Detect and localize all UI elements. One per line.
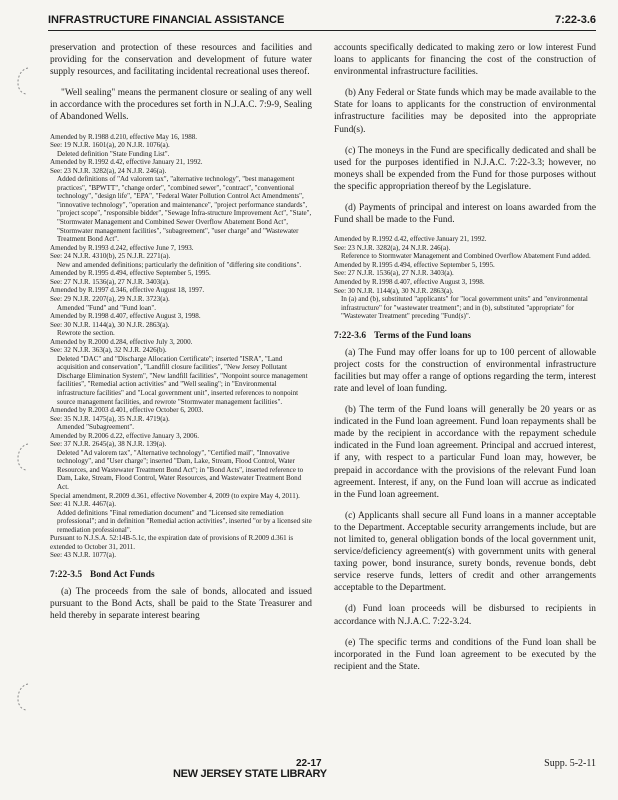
history-line: In (a) and (b), substituted "applicants" for "local government units" and "environmental infrastructure" for "wastewater treatment"; and in (b), substituted "appropriate" for "Wastewater Treatment" preceding "Fund(s)". [341,295,588,321]
running-header [48,14,596,31]
section-title: Terms of the Fund loans [374,330,472,341]
history-notes [50,133,312,560]
history-line: See: 43 N.J.R. 1077(a). [50,551,116,560]
page-footer [0,758,618,782]
paragraph-b: (b) Any Federal or State funds which may be made available to the State for loans to applicants for the construction of environmental infrastructure facilities may be deposited into the appropriate Fund(s). [334,88,596,135]
history-line: See: 23 N.J.R. 3282(a), 24 N.J.R. 246(a). [334,243,451,252]
history-line: Deleted definition "State Funding List". [57,149,170,158]
history-line: See: 19 N.J.R. 1601(a), 20 N.J.R. 1076(a). [50,141,170,150]
left-column [50,42,312,732]
right-column [334,42,596,732]
history-line: See: 30 N.J.R. 1144(a), 30 N.J.R. 2863(a). [50,320,170,329]
history-line: Amended by R.1992 d.42, effective January 21, 1992. [50,158,203,167]
paragraph-well-sealing: "Well sealing" means the permanent closure or sealing of any well in accordance with the procedures set forth in N.J.A.C. 7:9-9, Sealing of Abandoned Wells. [50,88,312,123]
history-line: Amended by R.1992 d.42, effective January 21, 1992. [334,235,487,244]
history-line: Amended by R.1993 d.242, effective June 7, 1993. [50,243,194,252]
paragraph-continued: preservation and protection of these resources and facilities and providing for the conservation and development of future water supply resources, and facilitating incidental recreational uses thereof. [50,43,312,78]
paragraph-d: (d) Payments of principal and interest on loans awarded from the Fund shall be made to the Fund. [334,203,596,226]
history-line: Amended by R.2006 d.22, effective January 3, 2006. [50,431,199,440]
paragraph-c: (c) The moneys in the Fund are specifically dedicated and shall be used for the purposes identified in N.J.A.C. 7:22-3.3; however, no moneys shall be expended from the Fund for those purposes without the specific appropriation thereof by the Legislature. [334,145,596,192]
history-line: Amended by R.2003 d.401, effective October 6, 2003. [50,406,204,415]
history-line: See: 37 N.J.R. 2645(a), 38 N.J.R. 139(a). [50,440,167,449]
binder-hole-icon [10,64,36,98]
paragraph-d: (d) Fund loan proceeds will be disbursed to recipients in accordance with N.J.A.C. 7:22-3.24. [334,604,596,627]
history-line: Amended by R.1988 d.210, effective May 16, 1988. [50,132,198,141]
paragraph-e: (e) The specific terms and conditions of the Fund loan shall be incorporated in the Fund loan agreement to be executed by the recipient and the State. [334,637,596,672]
history-line: Deleted "Ad valorem tax", "Alternative technology", "Certified mail", "Innovative technology", and "User charge"; inserted "Dam, Lake, Stream, Flood Control, Water Resources, and Wastewater Treatment Bond Act"; in "Bond Acts", inserted reference to Dam, Lake, Stream, Flood Control, Water Resources, and Wastewater Treatment Bond Act. [57,448,304,491]
paragraph-continued: accounts specifically dedicated to making zero or low interest Fund loans to applicants for financing the cost of the construction of environmental infrastructure facilities. [334,43,596,78]
history-line: Rewrote the section. [57,329,115,338]
history-line: Amended by R.1998 d.407, effective August 3, 1998. [50,312,201,321]
history-line: Amended by R.1998 d.407, effective August 3, 1998. [334,277,485,286]
section-number: 7:22-3.6 [334,330,367,341]
paragraph-a: (a) The proceeds from the sale of bonds, allocated and issued pursuant to the Bond Acts, shall be paid to the State Treasurer and held thereby in separate interest bearing [50,586,312,622]
history-line: See: 24 N.J.R. 4310(b), 25 N.J.R. 2271(a). [50,252,171,261]
history-line: See: 29 N.J.R. 2207(a), 29 N.J.R. 3723(a). [50,294,170,303]
history-line: New and amended definitions; particularly the definition of "differing site conditions". [57,260,302,269]
history-line: See: 23 N.J.R. 3282(a), 24 N.J.R. 246(a). [50,166,167,175]
history-line: Reference to Stormwater Management and Combined Overflow Abatement Fund added. [341,252,591,261]
history-line: Pursuant to N.J.S.A. 52:14B-5.1c, the expiration date of provisions of R.2009 d.361 is extended to October 31, 2011. [50,534,294,551]
header-section: 7:22-3.6 [555,14,596,26]
paragraph-a: (a) The Fund may offer loans for up to 100 percent of allowable project costs for the construction of environmental infrastructure facilities but may offer a range of options regarding the term, interest rate and level of loan funding. [334,347,596,394]
history-line: See: 41 N.J.R. 4467(a). [50,500,116,509]
section-number: 7:22-3.5 [50,569,83,580]
history-line: Added definitions of "Ad valorem tax", "alternative technology", "best management practices", "BPWTT", "change order", "combined sewer", "contract", "conventional technology", "design life", "EPA", "Federal Water Pollution Control Act Amendments", "innovative technology", "operation and maintenance", "project performance standards", "project scope", "responsible bidder", "Sewage Infra-structure Improvement Act", "State", "Stormwater Management and Combined Sewer Overflow Abatement Bond Act", "Stormwater management facilities", "subagreement", "user charge" and "Wastewater Treatment Bond Act". [57,175,312,244]
history-line: Amended by R.1995 d.494, effective September 5, 1995. [50,269,211,278]
section-heading [50,570,312,580]
history-line: See: 27 N.J.R. 1536(a), 27 N.J.R. 3403(a). [50,277,170,286]
history-line: Added definitions "Final remediation document" and "Licensed site remediation professional"; and in definition "Remedial action activities", inserted "or by a licensed site remediation professional". [57,508,312,534]
history-line: See: 30 N.J.R. 1144(a), 30 N.J.R. 2863(a). [334,286,454,295]
history-line: See: 27 N.J.R. 1536(a), 27 N.J.R. 3403(a). [334,269,454,278]
history-line: Amended "Fund" and "Fund loan". [57,303,156,312]
binder-hole-icon [10,440,36,474]
history-notes [334,235,596,320]
history-line: Amended by R.2000 d.284, effective July 3, 2000. [50,337,193,346]
header-title: INFRASTRUCTURE FINANCIAL ASSISTANCE [48,14,285,26]
library-stamp: NEW JERSEY STATE LIBRARY [173,768,327,780]
supplement-date: Supp. 5-2-11 [544,758,596,769]
history-line: Deleted "DAC" and "Discharge Allocation Certificate"; inserted "ISRA", "Land acquisition and conservation", "Landfill closure facilities", "New Jersey Pollutant Discharge Elimination System", "New landfill facilities", "Nonpoint source management facilities", "Remedial action activities" and "Well sealing"; in "Environmental infrastructure facilities" and "Local government unit", inserted references to nonpoint source management facilities, and rewrote "Stormwater management facilities". [57,354,308,406]
history-line: See: 35 N.J.R. 1475(a), 35 N.J.R. 4719(a). [50,414,170,423]
section-title: Bond Act Funds [90,569,155,580]
history-line: Special amendment, R.2009 d.361, effective November 4, 2009 (to expire May 4, 2011). [50,491,300,500]
history-line: Amended by R.1995 d.494, effective September 5, 1995. [334,260,495,269]
paragraph-c: (c) Applicants shall secure all Fund loans in a manner acceptable to the Department. Acceptable security arrangements include, but are not limited to, general obligation bonds of the local government unit, service/deficiency agreement(s) with government units with general taxing power, bond insurance, surety bonds, revenue bonds, debt service reserve funds, letters of credit and other arrangements acceptable to the Department. [334,510,596,594]
history-line: Amended "Subagreement". [57,423,134,432]
history-line: Amended by R.1997 d.346, effective August 18, 1997. [50,286,205,295]
binder-hole-icon [10,680,36,714]
section-heading [334,331,596,341]
page-number: 22-17 [296,758,322,769]
paragraph-b: (b) The term of the Fund loans will generally be 20 years or as indicated in the Fund loan agreement. Fund loan repayments shall be made by the recipient in accordance with the repayment schedule indicated in the Fund loan agreement. Principal and accrued interest, if any, with respect to a particular Fund loan may, however, be prepaid in accordance with the provisions of the relevant Fund loan agreement. Interest, if any, on the Fund loan will accrue as indicated in the Fund loan agreement. [334,405,596,500]
history-line: See: 32 N.J.R. 363(a), 32 N.J.R. 2426(b). [50,346,167,355]
